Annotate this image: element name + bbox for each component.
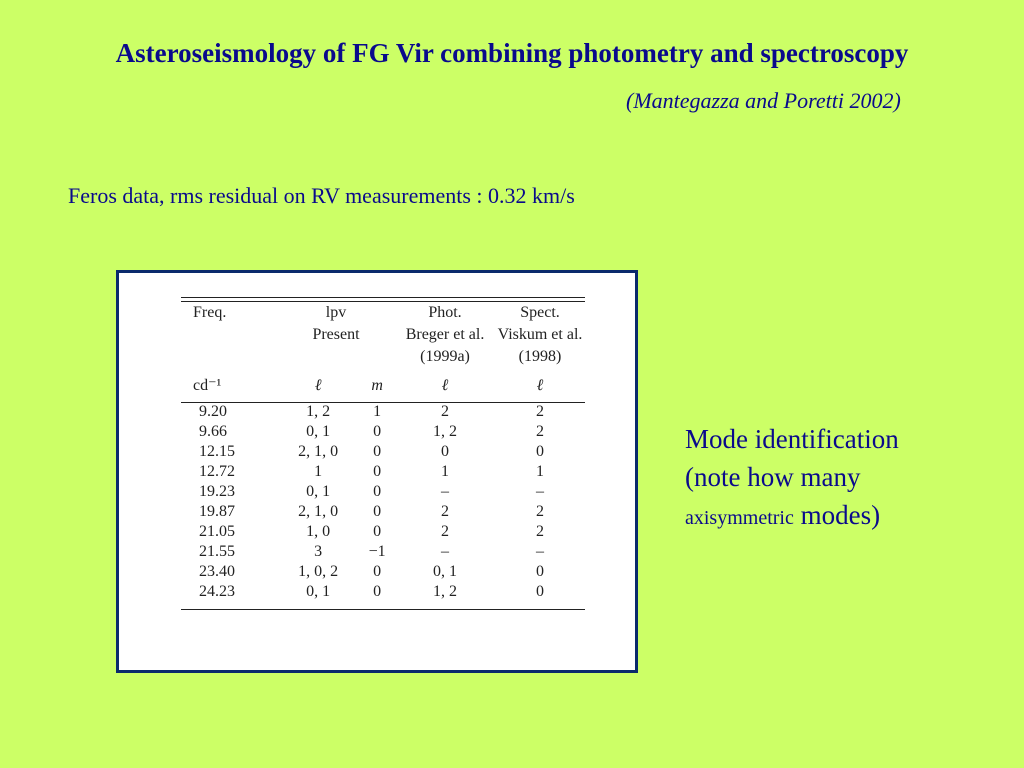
header-freq bbox=[181, 302, 277, 368]
cell-freq: 21.05 bbox=[199, 523, 235, 540]
unit-phot-ell: ℓ bbox=[441, 377, 449, 394]
table-row bbox=[181, 562, 585, 582]
cell-ell: 0, 1 bbox=[306, 583, 331, 600]
note-modes: modes) bbox=[793, 500, 881, 530]
cell-ell: 2, 1, 0 bbox=[298, 443, 339, 460]
cell-freq: 19.87 bbox=[199, 503, 235, 520]
table-row bbox=[181, 582, 585, 602]
header-spect-label: Spect. bbox=[520, 304, 560, 321]
cell-m: 0 bbox=[373, 503, 382, 520]
cell-ell: 1 bbox=[314, 463, 323, 480]
cell-phot: 2 bbox=[441, 523, 449, 540]
cell-spect: 0 bbox=[536, 443, 544, 460]
cell-freq: 19.23 bbox=[199, 483, 235, 500]
cell-spect: 0 bbox=[536, 583, 544, 600]
header-phot-label: Phot. bbox=[428, 304, 462, 321]
cell-freq: 23.40 bbox=[199, 563, 235, 580]
header-phot-year: (1999a) bbox=[420, 348, 470, 365]
header-phot bbox=[395, 302, 495, 368]
cell-m: 0 bbox=[373, 583, 382, 600]
cell-m: 1 bbox=[373, 403, 382, 420]
note-axisymmetric: axisymmetric bbox=[685, 507, 794, 529]
cell-ell: 0, 1 bbox=[306, 423, 331, 440]
modes-table bbox=[181, 302, 585, 602]
cell-freq: 12.72 bbox=[199, 463, 235, 480]
cell-spect: 2 bbox=[536, 403, 544, 420]
cell-m: 0 bbox=[373, 523, 382, 540]
cell-ell: 0, 1 bbox=[306, 483, 331, 500]
table-row bbox=[181, 502, 585, 522]
cell-m: 0 bbox=[373, 563, 382, 580]
cell-ell: 3 bbox=[314, 543, 323, 560]
cell-phot: – bbox=[441, 543, 449, 560]
table-row bbox=[181, 482, 585, 502]
citation: (Mantegazza and Poretti 2002) bbox=[626, 88, 901, 113]
cell-freq: 21.55 bbox=[199, 543, 235, 560]
cell-phot: 1 bbox=[441, 463, 449, 480]
unit-m: m bbox=[371, 377, 383, 394]
cell-spect: 2 bbox=[536, 523, 544, 540]
table-row bbox=[181, 522, 585, 542]
cell-m: 0 bbox=[373, 483, 382, 500]
cell-phot: 1, 2 bbox=[433, 583, 457, 600]
data-note: Feros data, rms residual on RV measurements : 0.32 km/s bbox=[68, 183, 575, 208]
cell-phot: 0, 1 bbox=[433, 563, 457, 580]
header-phot-sub: Breger et al. bbox=[405, 326, 485, 343]
table-bottom-rule bbox=[181, 609, 585, 610]
table-row bbox=[181, 542, 585, 562]
cell-phot: 2 bbox=[441, 503, 449, 520]
mode-identification-table-image bbox=[116, 270, 638, 673]
cell-m: 0 bbox=[373, 443, 382, 460]
header-lpv-sub: Present bbox=[312, 326, 360, 343]
slide-title: Asteroseismology of FG Vir combining photometry and spectroscopy bbox=[115, 38, 909, 68]
cell-spect: – bbox=[536, 543, 544, 560]
cell-freq: 9.20 bbox=[199, 403, 227, 420]
note-line-2: (note how many bbox=[685, 462, 861, 492]
cell-phot: 2 bbox=[441, 403, 449, 420]
note-line-1: Mode identification bbox=[685, 424, 899, 454]
table-row bbox=[181, 442, 585, 462]
unit-ell: ℓ bbox=[314, 377, 322, 394]
cell-ell: 2, 1, 0 bbox=[298, 503, 339, 520]
cell-freq: 24.23 bbox=[199, 583, 235, 600]
cell-m: 0 bbox=[373, 463, 382, 480]
cell-spect: 2 bbox=[536, 423, 544, 440]
note-line-3 bbox=[685, 496, 1005, 537]
cell-ell: 1, 0, 2 bbox=[298, 563, 339, 580]
cell-freq: 12.15 bbox=[199, 443, 235, 460]
cell-m: 0 bbox=[373, 423, 382, 440]
header-spect-sub: Viskum et al. bbox=[497, 326, 583, 343]
cell-phot: 1, 2 bbox=[433, 423, 457, 440]
cell-spect: 2 bbox=[536, 503, 544, 520]
unit-spect-ell: ℓ bbox=[536, 377, 544, 394]
header-spect bbox=[495, 302, 585, 368]
units-row bbox=[181, 368, 585, 402]
cell-spect: – bbox=[536, 483, 544, 500]
table-top-rule bbox=[181, 297, 585, 298]
header-lpv-label: lpv bbox=[325, 304, 347, 321]
header-lpv bbox=[277, 302, 395, 368]
unit-freq: cd⁻¹ bbox=[193, 377, 222, 394]
header-spect-year: (1998) bbox=[518, 348, 562, 365]
cell-phot: – bbox=[441, 483, 449, 500]
mode-identification-note bbox=[685, 420, 1005, 537]
cell-spect: 0 bbox=[536, 563, 544, 580]
cell-spect: 1 bbox=[536, 463, 544, 480]
table-row bbox=[181, 462, 585, 482]
cell-m: −1 bbox=[368, 543, 386, 560]
cell-freq: 9.66 bbox=[199, 423, 227, 440]
header-freq-label: Freq. bbox=[193, 304, 227, 321]
table-row bbox=[181, 402, 585, 422]
cell-ell: 1, 0 bbox=[306, 523, 331, 540]
cell-ell: 1, 2 bbox=[306, 403, 331, 420]
cell-phot: 0 bbox=[441, 443, 449, 460]
units-rule bbox=[181, 402, 585, 403]
table-header-row bbox=[181, 302, 585, 368]
table-row bbox=[181, 422, 585, 442]
